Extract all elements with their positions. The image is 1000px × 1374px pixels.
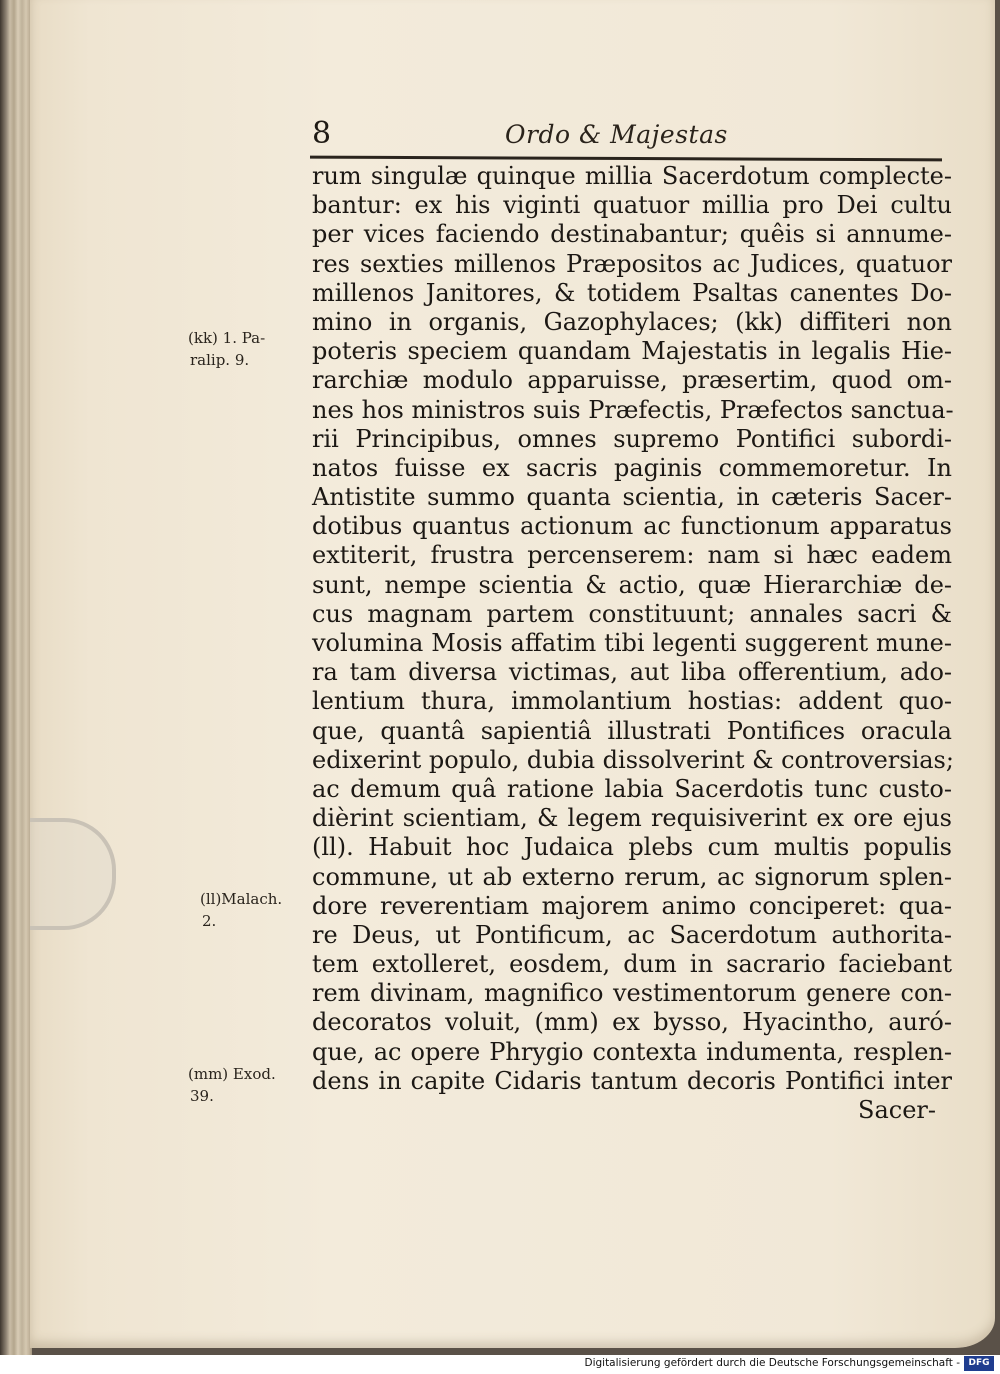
- text-line: mino in organis, Gazophylaces; (kk) diffiteri non: [312, 307, 952, 336]
- text-line: tem extolleret, eosdem, dum in sacrario faciebant: [312, 950, 952, 979]
- text-line: bantur: ex his viginti quatuor millia pro Dei cultu: [312, 191, 952, 220]
- text-line: extiterit, frustra percenserem: nam si hæc eadem: [312, 541, 952, 570]
- text-line: que, quantâ sapientiâ illustrati Pontifices oracula: [312, 716, 952, 745]
- text-line: dièrint scientiam, & legem requisiverint ex ore ejus: [312, 804, 952, 833]
- text-line: volumina Mosis affatim tibi legenti suggerent mune-: [312, 629, 952, 657]
- text-line: rem divinam, magnifico vestimentorum genere con-: [312, 979, 952, 1008]
- text-line: res sexties millenos Præpositos ac Judices, quatuor: [312, 249, 952, 278]
- text-line: edixerint populo, dubia dissolverint & controversias;: [312, 745, 954, 774]
- text-line: per vices faciendo destinabantur; quêis si annume-: [312, 220, 952, 249]
- text-line: rarchiæ modulo apparuisse, præsertim, quod om-: [312, 366, 952, 395]
- marginal-note-line: (ll)Malach.: [200, 890, 283, 908]
- funding-credit: Digitalisierung gefördert durch die Deutsche Forschungsgemeinschaft -: [584, 1357, 960, 1369]
- text-line: rum singulæ quinque millia Sacerdotum complecte-: [312, 162, 952, 190]
- marginal-note-line: (mm) Exod.: [188, 1065, 276, 1083]
- page-number: 8: [312, 116, 332, 151]
- text-line: (ll). Habuit hoc Judaica plebs cum multis populis: [312, 833, 952, 862]
- text-line: dore reverentiam majorem animo conciperet: qua-: [312, 891, 952, 920]
- catchword: Sacer-: [858, 1096, 936, 1124]
- text-line: poteris speciem quandam Majestatis in legalis Hie-: [312, 337, 952, 366]
- text-line: decoratos voluit, (mm) ex bysso, Hyacintho, auró-: [312, 1008, 952, 1037]
- marginal-note-line: (kk) 1. Pa-: [188, 329, 266, 347]
- text-line: sunt, nempe scientia & actio, quæ Hierarchiæ de-: [312, 570, 952, 599]
- marginal-note-line: 39.: [190, 1087, 214, 1105]
- text-line: que, ac opere Phrygio contexta indumenta, resplen-: [312, 1037, 952, 1066]
- text-line: cus magnam partem constituunt; annales sacri &: [312, 599, 952, 628]
- text-line: dens in capite Cidaris tantum decoris Pontifici inter: [312, 1066, 952, 1095]
- text-line: nes hos ministros suis Præfectis, Præfectos sanctua-: [312, 395, 954, 424]
- running-head: [300, 108, 940, 158]
- dfg-logo: DFG: [964, 1356, 994, 1371]
- marginal-note-ll: [200, 888, 282, 932]
- text-line: ac demum quâ ratione labia Sacerdotis tunc custo-: [312, 774, 952, 803]
- running-title: Ordo & Majestas: [505, 120, 728, 149]
- marginal-note-mm: [188, 1063, 276, 1107]
- book-page-edges: [0, 0, 32, 1355]
- text-line: natos fuisse ex sacris paginis commemoretur. In: [312, 453, 952, 482]
- text-line: commune, ut ab externo rerum, ac signorum splen-: [312, 862, 952, 891]
- text-line: lentium thura, immolantium hostias: addent quo-: [312, 687, 952, 716]
- text-line: dotibus quantus actionum ac functionum apparatus: [312, 512, 952, 541]
- marginal-note-line: ralip. 9.: [190, 351, 250, 369]
- text-line: ra tam diversa victimas, aut liba offerentium, ado-: [312, 658, 952, 687]
- marginal-note-line: 2.: [202, 912, 217, 930]
- marginal-note-kk: [188, 327, 265, 371]
- body-text: [312, 162, 952, 1125]
- text-line: Antistite summo quanta scientia, in cæteris Sacer-: [312, 483, 952, 512]
- footer-bar: [0, 1355, 1000, 1374]
- paper-clip: [30, 818, 116, 930]
- text-line: re Deus, ut Pontificum, ac Sacerdotum authorita-: [312, 920, 952, 949]
- text-line: millenos Janitores, & totidem Psaltas canentes Do-: [312, 278, 952, 307]
- text-line: rii Principibus, omnes supremo Pontifici subordi-: [312, 424, 952, 453]
